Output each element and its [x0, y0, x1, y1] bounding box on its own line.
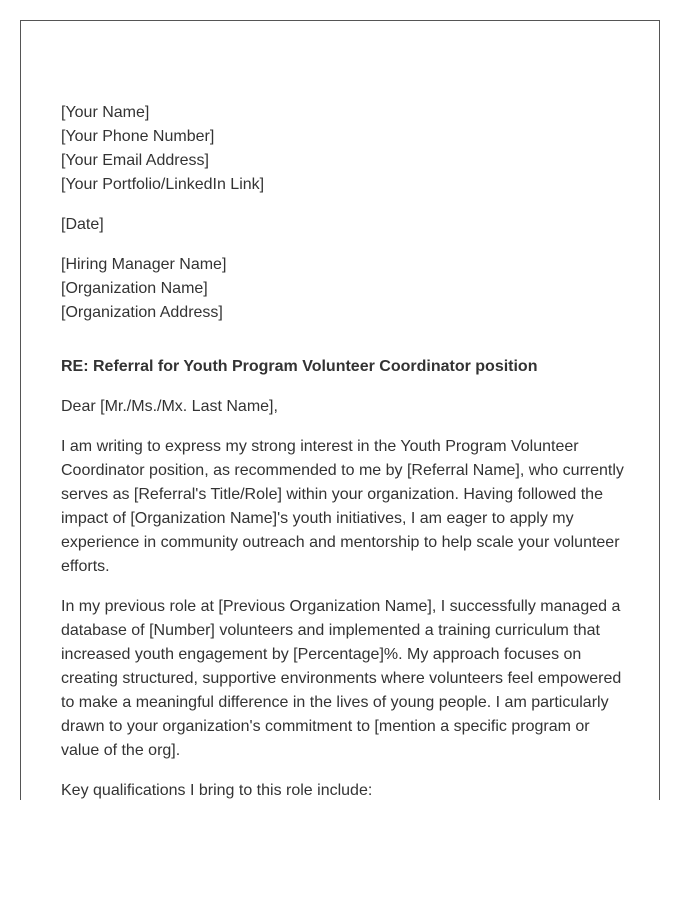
recipient-block	[61, 253, 631, 325]
recipient-address: [Organization Address]	[61, 304, 223, 321]
sender-block	[61, 101, 631, 197]
letter-date: [Date]	[61, 216, 104, 233]
letter-page	[20, 20, 660, 800]
qualifications-intro: Key qualifications I bring to this role include:	[61, 782, 373, 799]
sender-email: [Your Email Address]	[61, 152, 209, 169]
sender-name: [Your Name]	[61, 104, 150, 121]
sender-link: [Your Portfolio/LinkedIn Link]	[61, 176, 265, 193]
letter-content	[61, 101, 631, 800]
subject-line: RE: Referral for Youth Program Volunteer Coordinator position	[61, 358, 538, 375]
date-block	[61, 213, 631, 237]
sender-phone: [Your Phone Number]	[61, 128, 215, 145]
recipient-manager: [Hiring Manager Name]	[61, 256, 227, 273]
body-paragraph-1: I am writing to express my strong interest in the Youth Program Volunteer Coordinator position, as recommended to me by [Referral Name], who currently serves as [Referral's Title/Role] within your organization. Having followed the impact of [Organization Name]'s youth initiatives, I am eager to apply my experience in community outreach and mentorship to help scale your volunteer efforts.	[61, 438, 624, 575]
body-paragraph-2: In my previous role at [Previous Organization Name], I successfully managed a database of [Number] volunteers and implemented a training curriculum that increased youth engagement by [Percentage]%. My approach focuses on creating structured, supportive environments where volunteers feel empowered to make a meaningful difference in the lives of young people. I am particularly drawn to your organization's commitment to [mention a specific program or value of the org].	[61, 598, 622, 759]
recipient-organization: [Organization Name]	[61, 280, 208, 297]
salutation: Dear [Mr./Ms./Mx. Last Name],	[61, 398, 278, 415]
